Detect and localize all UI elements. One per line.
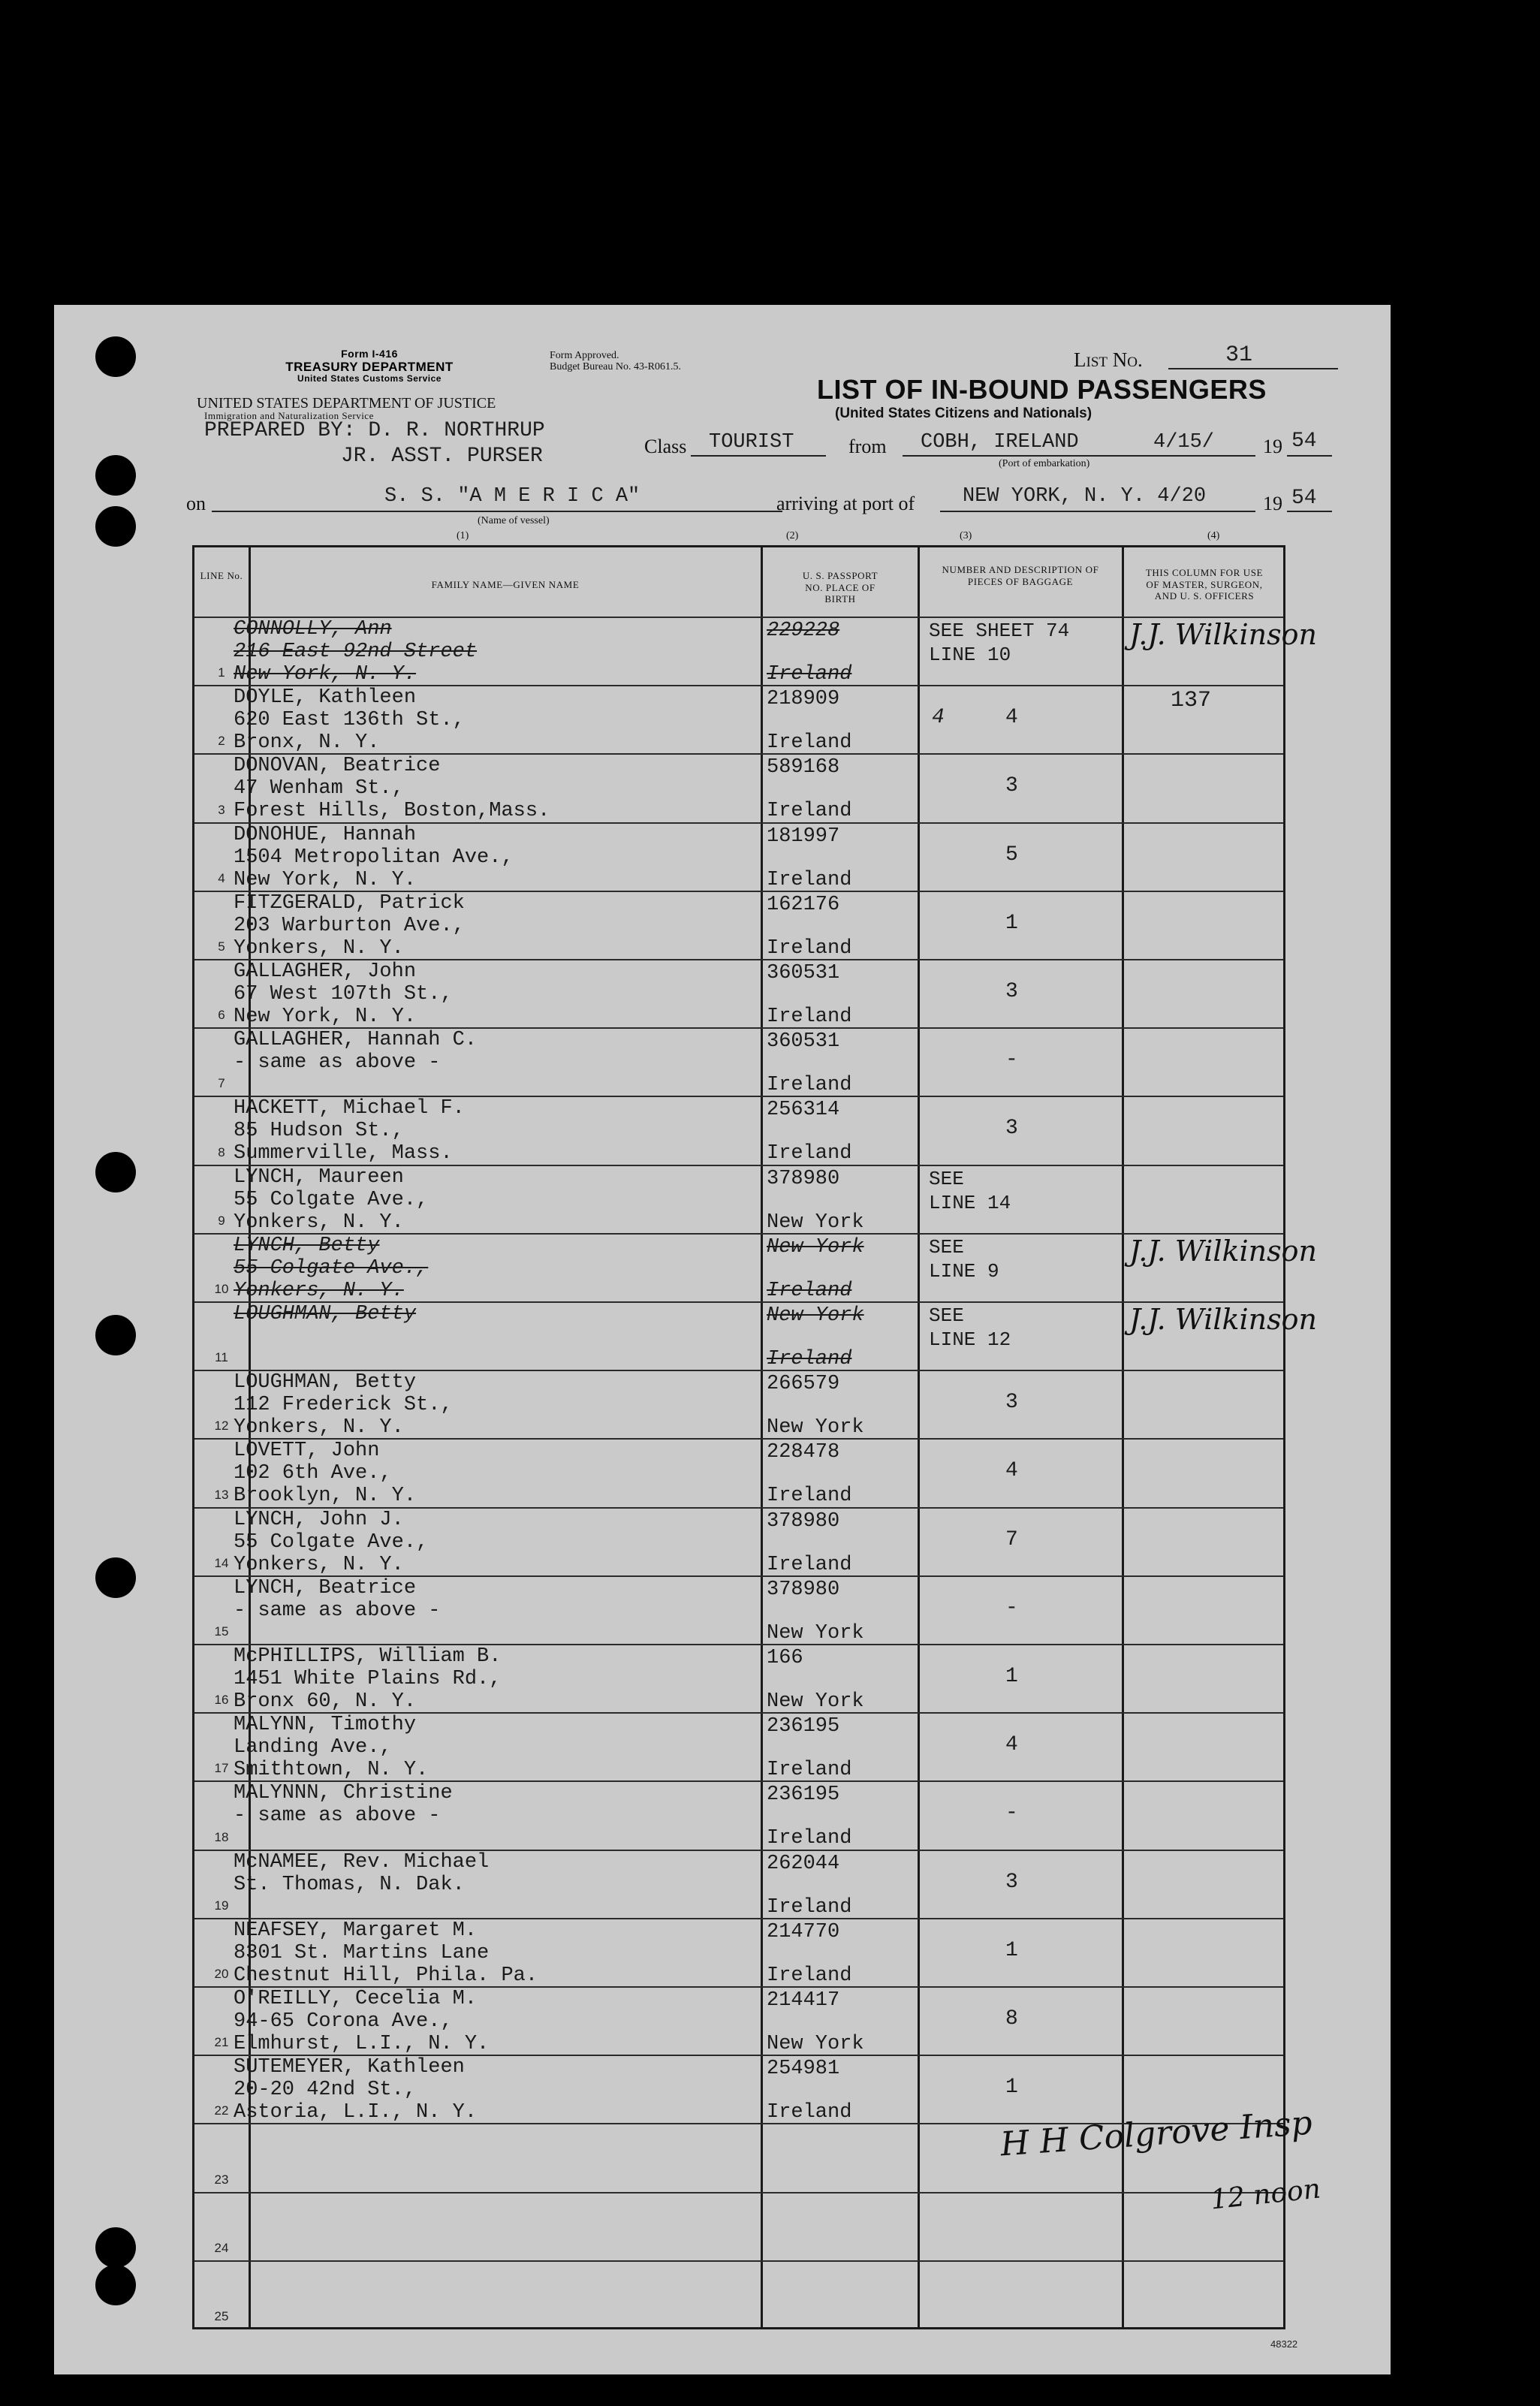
col-head-line: LINE No.	[200, 570, 243, 581]
passport-number: 229228	[767, 620, 840, 642]
passenger-name: GALLAGHER, Hannah C.	[234, 1029, 478, 1052]
passenger-name: DONOHUE, Hannah	[234, 823, 417, 846]
passport-number: 166	[767, 1647, 803, 1669]
punch-hole	[95, 1315, 136, 1355]
passenger-name: SUTEMEYER, Kathleen	[234, 2056, 465, 2079]
passport-number: 360531	[767, 1030, 840, 1054]
place-of-birth: Ireland	[767, 1827, 852, 1850]
col-head-officers: THIS COLUMN FOR USE OF MASTER, SURGEON, AND U. S. OFFICERS	[1145, 567, 1264, 602]
passenger-address: - same as above -	[234, 1804, 441, 1828]
officer-signature: J.J. Wilkinson	[1129, 618, 1318, 651]
passenger-name: GALLAGHER, John	[234, 960, 417, 983]
passport-number: 262044	[767, 1852, 840, 1875]
place-of-birth: Ireland	[767, 1759, 852, 1782]
from-label: from	[848, 436, 887, 457]
justice-department: UNITED STATES DEPARTMENT OF JUSTICE	[197, 395, 496, 412]
year-prefix-2: 19	[1263, 493, 1282, 514]
passport-number: 254981	[767, 2058, 840, 2081]
passenger-city: Chestnut Hill, Phila. Pa.	[234, 1964, 538, 1987]
place-of-birth: Ireland	[767, 1348, 852, 1370]
place-of-birth: Ireland	[767, 663, 852, 686]
passenger-city: Brooklyn, N. Y.	[234, 1485, 417, 1508]
baggage-count: 3	[1005, 1870, 1018, 1894]
arriving-value: NEW YORK, N. Y. 4/20	[963, 485, 1207, 508]
manifest-table	[192, 545, 1318, 2329]
baggage-count: SEE	[929, 1235, 964, 1259]
time-note: 12 noon	[1209, 2173, 1322, 2216]
passport-number: 360531	[767, 962, 840, 984]
baggage-count: 4	[1005, 1459, 1018, 1483]
line-number: 13	[214, 1487, 229, 1502]
table-row	[194, 1644, 1283, 1712]
table-row	[194, 1370, 1283, 1438]
passport-number: 228478	[767, 1441, 840, 1464]
baggage-count: 4	[1005, 706, 1018, 730]
passenger-name: DOYLE, Kathleen	[234, 686, 417, 710]
passenger-address: 55 Colgate Ave.,	[234, 1256, 429, 1280]
place-of-birth: New York	[767, 1690, 864, 1713]
passenger-address: 1504 Metropolitan Ave.,	[234, 846, 514, 869]
passenger-city: New York, N. Y.	[234, 1006, 417, 1028]
line-number: 14	[214, 1555, 229, 1570]
passenger-city: Yonkers, N. Y.	[234, 1279, 404, 1302]
baggage-count: 4	[1005, 1733, 1018, 1757]
baggage-count: -	[1005, 1596, 1018, 1620]
passenger-name: LOUGHMAN, Betty	[234, 1303, 417, 1325]
passenger-address: 112 Frederick St.,	[234, 1394, 453, 1417]
baggage-count: 8	[1005, 2007, 1018, 2031]
line-number: 21	[214, 2035, 229, 2050]
passport-number: 218909	[767, 688, 840, 711]
table-row	[194, 1027, 1283, 1096]
passenger-name: LYNCH, John J.	[234, 1508, 404, 1531]
place-of-birth: Ireland	[767, 1553, 852, 1576]
passenger-name: DONOVAN, Beatrice	[234, 755, 441, 778]
line-number: 1	[218, 665, 225, 680]
baggage-count: 1	[1005, 2076, 1018, 2100]
passport-number: New York	[767, 1304, 864, 1327]
place-of-birth: New York	[767, 1621, 864, 1645]
passenger-address: 55 Colgate Ave.,	[234, 1188, 429, 1211]
year-prefix-1: 19	[1263, 436, 1282, 457]
baggage-reference: LINE 9	[929, 1259, 999, 1283]
passenger-city: Summerville, Mass.	[234, 1142, 453, 1165]
passenger-address: 8301 St. Martins Lane	[234, 1941, 490, 1964]
punch-hole	[95, 1152, 136, 1192]
passenger-address: 55 Colgate Ave.,	[234, 1530, 429, 1554]
passenger-name: LYNCH, Maureen	[234, 1165, 404, 1189]
line-number: 18	[214, 1829, 229, 1844]
table-row	[194, 1575, 1283, 1644]
passenger-name: HACKETT, Michael F.	[234, 1097, 465, 1120]
table-row	[194, 1507, 1283, 1575]
passenger-address: 85 Hudson St.,	[234, 1120, 404, 1143]
passport-number: 589168	[767, 756, 840, 779]
punch-hole	[95, 336, 136, 377]
passport-number: 214770	[767, 1920, 840, 1943]
passenger-name: LOVETT, John	[234, 1440, 380, 1463]
passenger-address: 620 East 136th St.,	[234, 709, 465, 732]
on-label: on	[186, 493, 206, 514]
line-number: 4	[218, 870, 225, 885]
punch-hole	[95, 1557, 136, 1598]
table-row	[194, 891, 1283, 959]
from-value: COBH, IRELAND	[921, 431, 1079, 454]
passenger-city: Yonkers, N. Y.	[234, 1211, 404, 1234]
baggage-count: -	[1005, 1801, 1018, 1826]
form-approved: Form Approved.	[550, 350, 619, 361]
passenger-name: McNAMEE, Rev. Michael	[234, 1850, 490, 1874]
line-number: 20	[214, 1966, 229, 1981]
list-no-label: List No.	[1074, 348, 1143, 371]
passenger-city: New York, N. Y.	[234, 663, 417, 686]
embark-date: 4/15/	[1153, 431, 1215, 454]
prepared-by: PREPARED BY: D. R. NORTHRUP	[204, 419, 545, 442]
passenger-name: McPHILLIPS, William B.	[234, 1645, 502, 1668]
passenger-name: LYNCH, Betty	[234, 1234, 380, 1257]
place-of-birth: Ireland	[767, 731, 852, 755]
place-of-birth: Ireland	[767, 800, 852, 823]
table-row	[194, 959, 1283, 1027]
line-number: 2	[218, 734, 225, 749]
table-row	[194, 1165, 1283, 1233]
baggage-count: SEE	[929, 1167, 964, 1190]
passenger-name: O'REILLY, Cecelia M.	[234, 1988, 478, 2010]
passport-number: 378980	[767, 1578, 840, 1601]
vessel-caption: (Name of vessel)	[478, 515, 550, 526]
place-of-birth: Ireland	[767, 868, 852, 891]
class-value: TOURIST	[709, 431, 794, 454]
baggage-tick-mark: 4	[932, 706, 945, 730]
vessel-value: S. S. "A M E R I C A"	[384, 485, 640, 508]
table-row	[194, 617, 1318, 686]
table-row	[194, 1780, 1283, 1849]
place-of-birth: Ireland	[767, 1006, 852, 1028]
passenger-city: New York, N. Y.	[234, 868, 417, 891]
baggage-count: 3	[1005, 774, 1018, 798]
year-suffix-1: 54	[1291, 430, 1317, 453]
passenger-name: CONNOLLY, Ann	[234, 618, 392, 641]
line-number: 8	[218, 1144, 225, 1159]
passenger-city: Yonkers, N. Y.	[234, 936, 404, 960]
col-num-4: (4)	[1207, 530, 1220, 541]
place-of-birth: Ireland	[767, 936, 852, 960]
passenger-city: Elmhurst, L.I., N. Y.	[234, 2033, 490, 2055]
list-no-value: 31	[1225, 342, 1253, 368]
table-row	[194, 1233, 1318, 1302]
arriving-label: arriving at port of	[776, 493, 915, 514]
baggage-count: -	[1005, 1048, 1018, 1072]
passport-number: 236195	[767, 1783, 840, 1807]
treasury-department: TREASURY DEPARTMENT	[285, 360, 454, 374]
passport-number: 214417	[767, 1989, 840, 2012]
table-row	[194, 2055, 1283, 2123]
passenger-address: 67 West 107th St.,	[234, 983, 453, 1006]
passport-number: 256314	[767, 1099, 840, 1122]
col-head-passport: U. S. PASSPORT NO. PLACE OF BIRTH	[802, 570, 878, 605]
punch-hole	[95, 2227, 136, 2268]
baggage-count: SEE SHEET 74	[929, 620, 1070, 642]
col-head-name: FAMILY NAME—GIVEN NAME	[431, 579, 580, 590]
place-of-birth: Ireland	[767, 1074, 852, 1097]
form-number: Form I-416	[341, 348, 398, 360]
passenger-city: Astoria, L.I., N. Y.	[234, 2101, 478, 2124]
punch-hole	[95, 506, 136, 547]
baggage-count: 1	[1005, 911, 1018, 935]
year-suffix-2: 54	[1291, 487, 1317, 510]
line-number: 19	[214, 1898, 229, 1913]
line-number: 7	[218, 1076, 225, 1091]
passenger-city: Smithtown, N. Y.	[234, 1759, 429, 1782]
line-number: 9	[218, 1213, 225, 1228]
baggage-count: 3	[1005, 1391, 1018, 1415]
officer-number: 137	[1171, 688, 1212, 714]
line-number: 6	[218, 1008, 225, 1023]
baggage-reference: LINE 14	[929, 1191, 1011, 1214]
line-number: 5	[218, 939, 225, 954]
passenger-address: St. Thomas, N. Dak.	[234, 1873, 465, 1896]
table-row	[194, 685, 1283, 753]
passenger-address: 216 East 92nd Street	[234, 641, 478, 663]
table-row	[194, 1986, 1283, 2055]
passenger-address: Landing Ave.,	[234, 1736, 392, 1759]
table-row	[194, 1438, 1283, 1506]
baggage-count: 3	[1005, 1117, 1018, 1141]
baggage-count: 5	[1005, 843, 1018, 867]
passenger-city: Forest Hills, Boston,Mass.	[234, 800, 550, 823]
passport-number: 181997	[767, 825, 840, 848]
line-number: 22	[214, 2103, 229, 2118]
place-of-birth: Ireland	[767, 1142, 852, 1165]
line-number: 12	[214, 1419, 229, 1434]
col-head-baggage: NUMBER AND DESCRIPTION OF PIECES OF BAGGAGE	[942, 564, 1099, 587]
prepared-title: JR. ASST. PURSER	[341, 445, 543, 468]
line-number: 11	[215, 1350, 228, 1365]
line-number: 16	[214, 1693, 229, 1708]
table-row	[194, 1850, 1283, 1918]
passenger-address: - same as above -	[234, 1051, 441, 1075]
officer-signature: J.J. Wilkinson	[1129, 1303, 1318, 1336]
table-row	[194, 1301, 1318, 1370]
line-number: 25	[214, 2308, 229, 2323]
line-number: 17	[214, 1761, 229, 1776]
passenger-address: 203 Warburton Ave.,	[234, 914, 465, 937]
place-of-birth: New York	[767, 1211, 864, 1234]
passenger-address: 1451 White Plains Rd.,	[234, 1668, 502, 1690]
line-number: 3	[218, 802, 225, 817]
customs-service: United States Customs Service	[297, 373, 442, 384]
passport-number: 266579	[767, 1373, 840, 1396]
place-of-birth: Ireland	[767, 1485, 852, 1508]
passenger-name: LYNCH, Beatrice	[234, 1576, 417, 1599]
form-code: 48322	[1270, 2338, 1298, 2350]
passport-number: 162176	[767, 893, 840, 916]
baggage-count: 1	[1005, 1665, 1018, 1688]
col-num-2: (2)	[786, 530, 799, 541]
line-number: 10	[214, 1281, 229, 1296]
passenger-name: MALYNN, Timothy	[234, 1714, 417, 1737]
passenger-name: MALYNNN, Christine	[234, 1782, 453, 1805]
place-of-birth: Ireland	[767, 1895, 852, 1919]
table-row	[194, 1918, 1283, 1986]
budget-bureau: Budget Bureau No. 43-R061.5.	[550, 361, 681, 372]
passport-number: 378980	[767, 1509, 840, 1533]
passenger-name: NEAFSEY, Margaret M.	[234, 1919, 478, 1942]
table-row	[194, 822, 1283, 891]
punch-hole	[95, 455, 136, 496]
passenger-city: Bronx 60, N. Y.	[234, 1690, 417, 1713]
table-row	[194, 753, 1283, 822]
port-embark-caption: (Port of embarkation)	[999, 458, 1090, 469]
passenger-address: - same as above -	[234, 1599, 441, 1622]
table-row	[194, 2260, 1283, 2329]
manifest-sheet	[54, 305, 1391, 2374]
table-row	[194, 1712, 1283, 1780]
place-of-birth: New York	[767, 2033, 864, 2055]
line-number: 15	[214, 1624, 229, 1639]
table-row	[194, 2192, 1283, 2260]
class-label: Class	[644, 436, 687, 457]
baggage-count: 7	[1005, 1527, 1018, 1551]
passport-number: 378980	[767, 1167, 840, 1190]
baggage-count: SEE	[929, 1304, 964, 1327]
line-number: 24	[214, 2240, 229, 2255]
passport-number: 236195	[767, 1715, 840, 1738]
passenger-name: FITZGERALD, Patrick	[234, 891, 465, 915]
main-subtitle: (United States Citizens and Nationals)	[835, 406, 1092, 421]
passport-number: New York	[767, 1235, 864, 1259]
place-of-birth: Ireland	[767, 2101, 852, 2124]
col-num-1: (1)	[457, 530, 469, 541]
punch-hole	[95, 2265, 136, 2305]
passenger-address: 20-20 42nd St.,	[234, 2079, 417, 2102]
passenger-name: LOUGHMAN, Betty	[234, 1371, 417, 1394]
inspector-signature: H H Colgrove Insp	[999, 2103, 1314, 2164]
passenger-city: Yonkers, N. Y.	[234, 1416, 404, 1440]
passenger-address: 102 6th Ave.,	[234, 1462, 392, 1485]
baggage-reference: LINE 10	[929, 644, 1011, 666]
passenger-address: 47 Wenham St.,	[234, 777, 404, 800]
passenger-address: 94-65 Corona Ave.,	[234, 2010, 453, 2033]
passenger-city: Yonkers, N. Y.	[234, 1553, 404, 1576]
ins: Immigration and Naturalization Service	[204, 410, 374, 421]
place-of-birth: New York	[767, 1416, 864, 1440]
officer-signature: J.J. Wilkinson	[1129, 1234, 1318, 1268]
place-of-birth: Ireland	[767, 1279, 852, 1302]
main-title: LIST OF IN-BOUND PASSENGERS	[817, 374, 1267, 405]
line-number: 23	[214, 2172, 229, 2187]
table-row	[194, 1096, 1283, 1164]
passenger-city: Bronx, N. Y.	[234, 731, 380, 755]
col-num-3: (3)	[960, 530, 972, 541]
place-of-birth: Ireland	[767, 1964, 852, 1987]
baggage-count: 1	[1005, 1938, 1018, 1962]
baggage-count: 3	[1005, 980, 1018, 1003]
baggage-reference: LINE 12	[929, 1328, 1011, 1351]
